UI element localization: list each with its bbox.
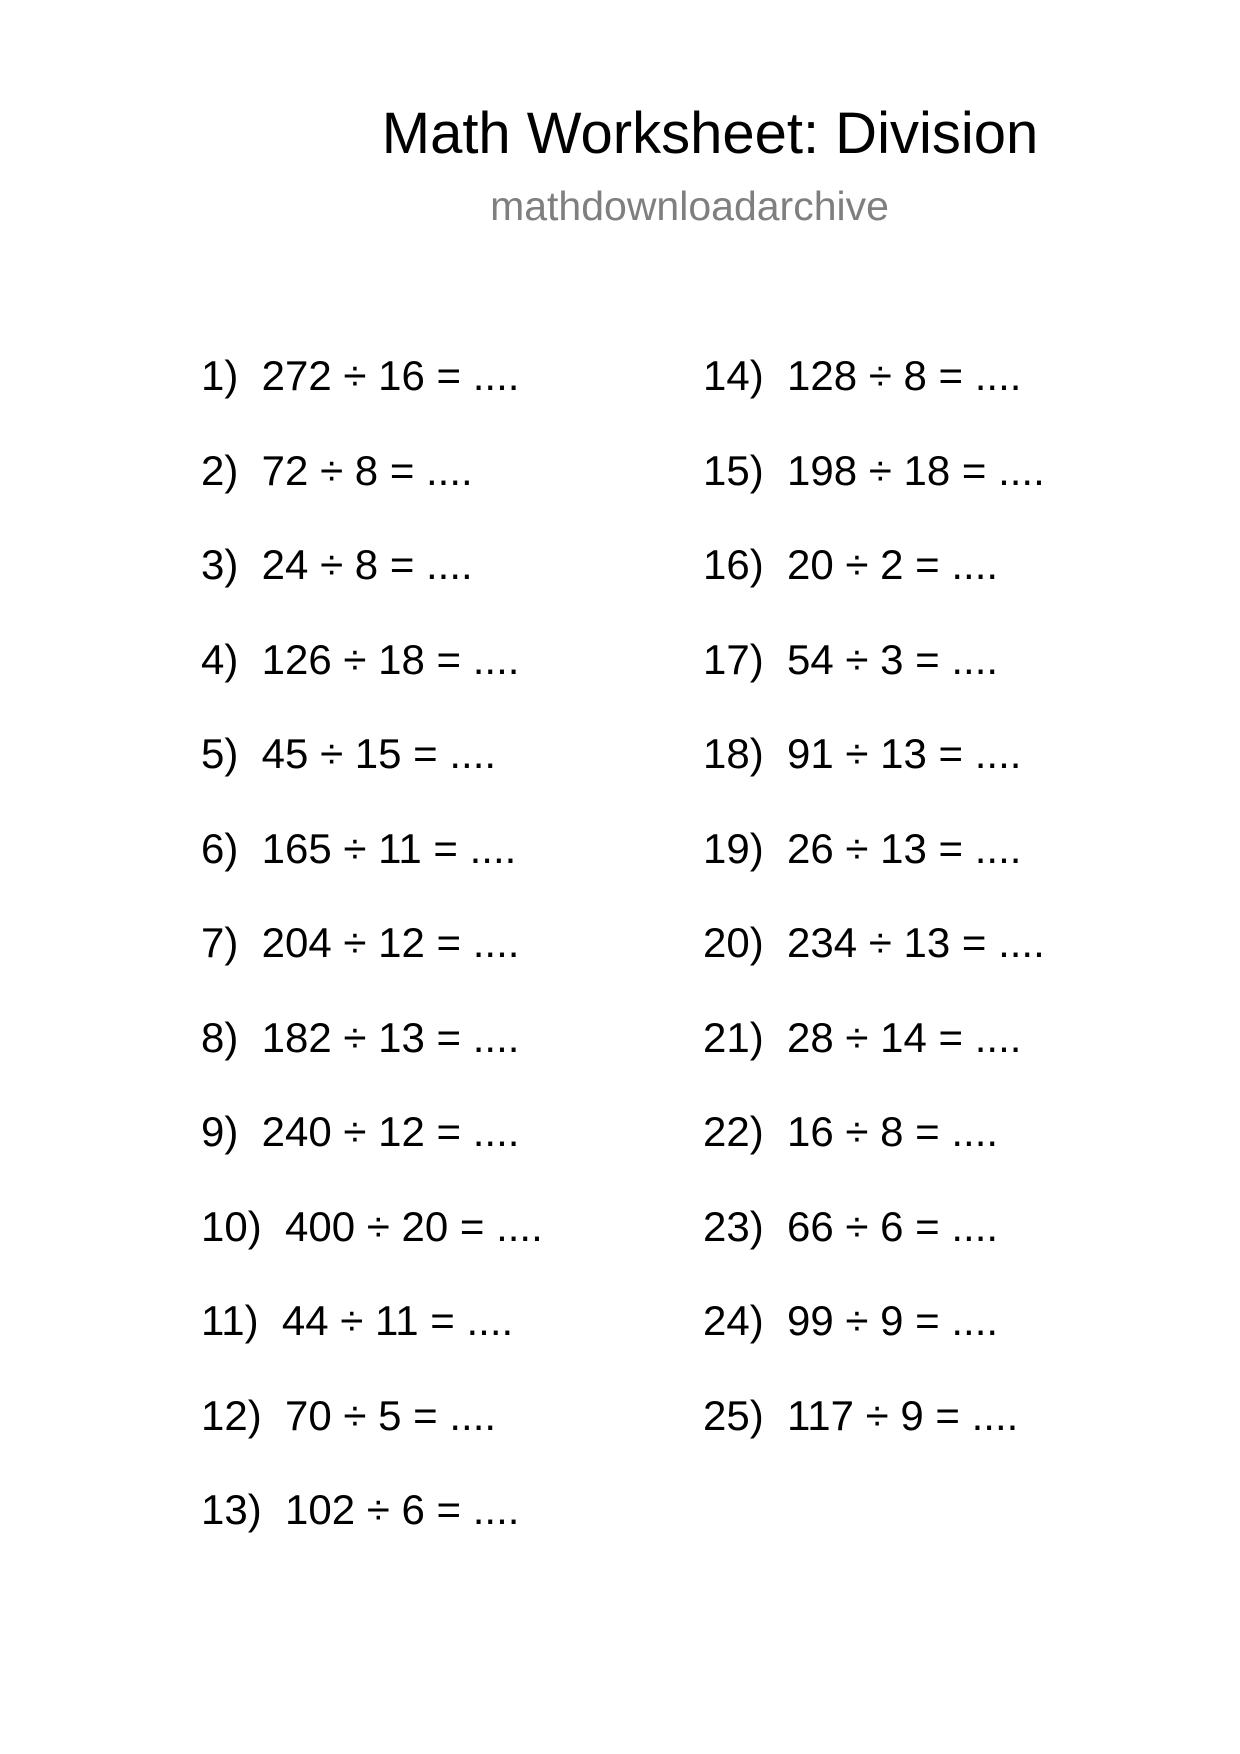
problem-item: 4) 126 ÷ 18 = .... bbox=[201, 635, 520, 683]
problem-item: 23) 66 ÷ 6 = .... bbox=[703, 1202, 999, 1250]
problem-item: 22) 16 ÷ 8 = .... bbox=[703, 1108, 999, 1155]
problems-column-right bbox=[703, 349, 1045, 1483]
problem-item: 2) 72 ÷ 8 = .... bbox=[201, 446, 473, 494]
worksheet-subtitle: mathdownloadarchive bbox=[490, 183, 889, 229]
problem-item: 11) 44 ÷ 11 = .... bbox=[201, 1297, 514, 1344]
problem-item: 17) 54 ÷ 3 = .... bbox=[703, 635, 999, 683]
problem-item: 9) 240 ÷ 12 = .... bbox=[201, 1108, 520, 1155]
problem-item: 8) 182 ÷ 13 = .... bbox=[201, 1013, 520, 1061]
problem-item: 1) 272 ÷ 16 = .... bbox=[201, 352, 520, 399]
problem-item: 5) 45 ÷ 15 = .... bbox=[201, 730, 497, 777]
worksheet-title: Math Worksheet: Division bbox=[381, 101, 1039, 166]
problem-item: 19) 26 ÷ 13 = .... bbox=[703, 824, 1022, 872]
problem-item: 16) 20 ÷ 2 = .... bbox=[703, 541, 999, 588]
problem-item: 25) 117 ÷ 9 = .... bbox=[703, 1391, 1019, 1439]
problems-column-left bbox=[201, 349, 543, 1578]
problem-item: 18) 91 ÷ 13 = .... bbox=[703, 730, 1022, 777]
problem-item: 10) 400 ÷ 20 = .... bbox=[201, 1202, 543, 1250]
problem-item: 20) 234 ÷ 13 = .... bbox=[703, 919, 1045, 966]
problem-item: 6) 165 ÷ 11 = .... bbox=[201, 824, 517, 872]
problem-item: 14) 128 ÷ 8 = .... bbox=[703, 352, 1022, 399]
problem-item: 13) 102 ÷ 6 = .... bbox=[201, 1486, 520, 1533]
problem-item: 3) 24 ÷ 8 = .... bbox=[201, 541, 473, 588]
problem-item: 12) 70 ÷ 5 = .... bbox=[201, 1391, 497, 1439]
problem-item: 24) 99 ÷ 9 = .... bbox=[703, 1297, 999, 1344]
problem-item: 7) 204 ÷ 12 = .... bbox=[201, 919, 520, 966]
problem-item: 21) 28 ÷ 14 = .... bbox=[703, 1013, 1022, 1061]
problem-item: 15) 198 ÷ 18 = .... bbox=[703, 446, 1045, 494]
